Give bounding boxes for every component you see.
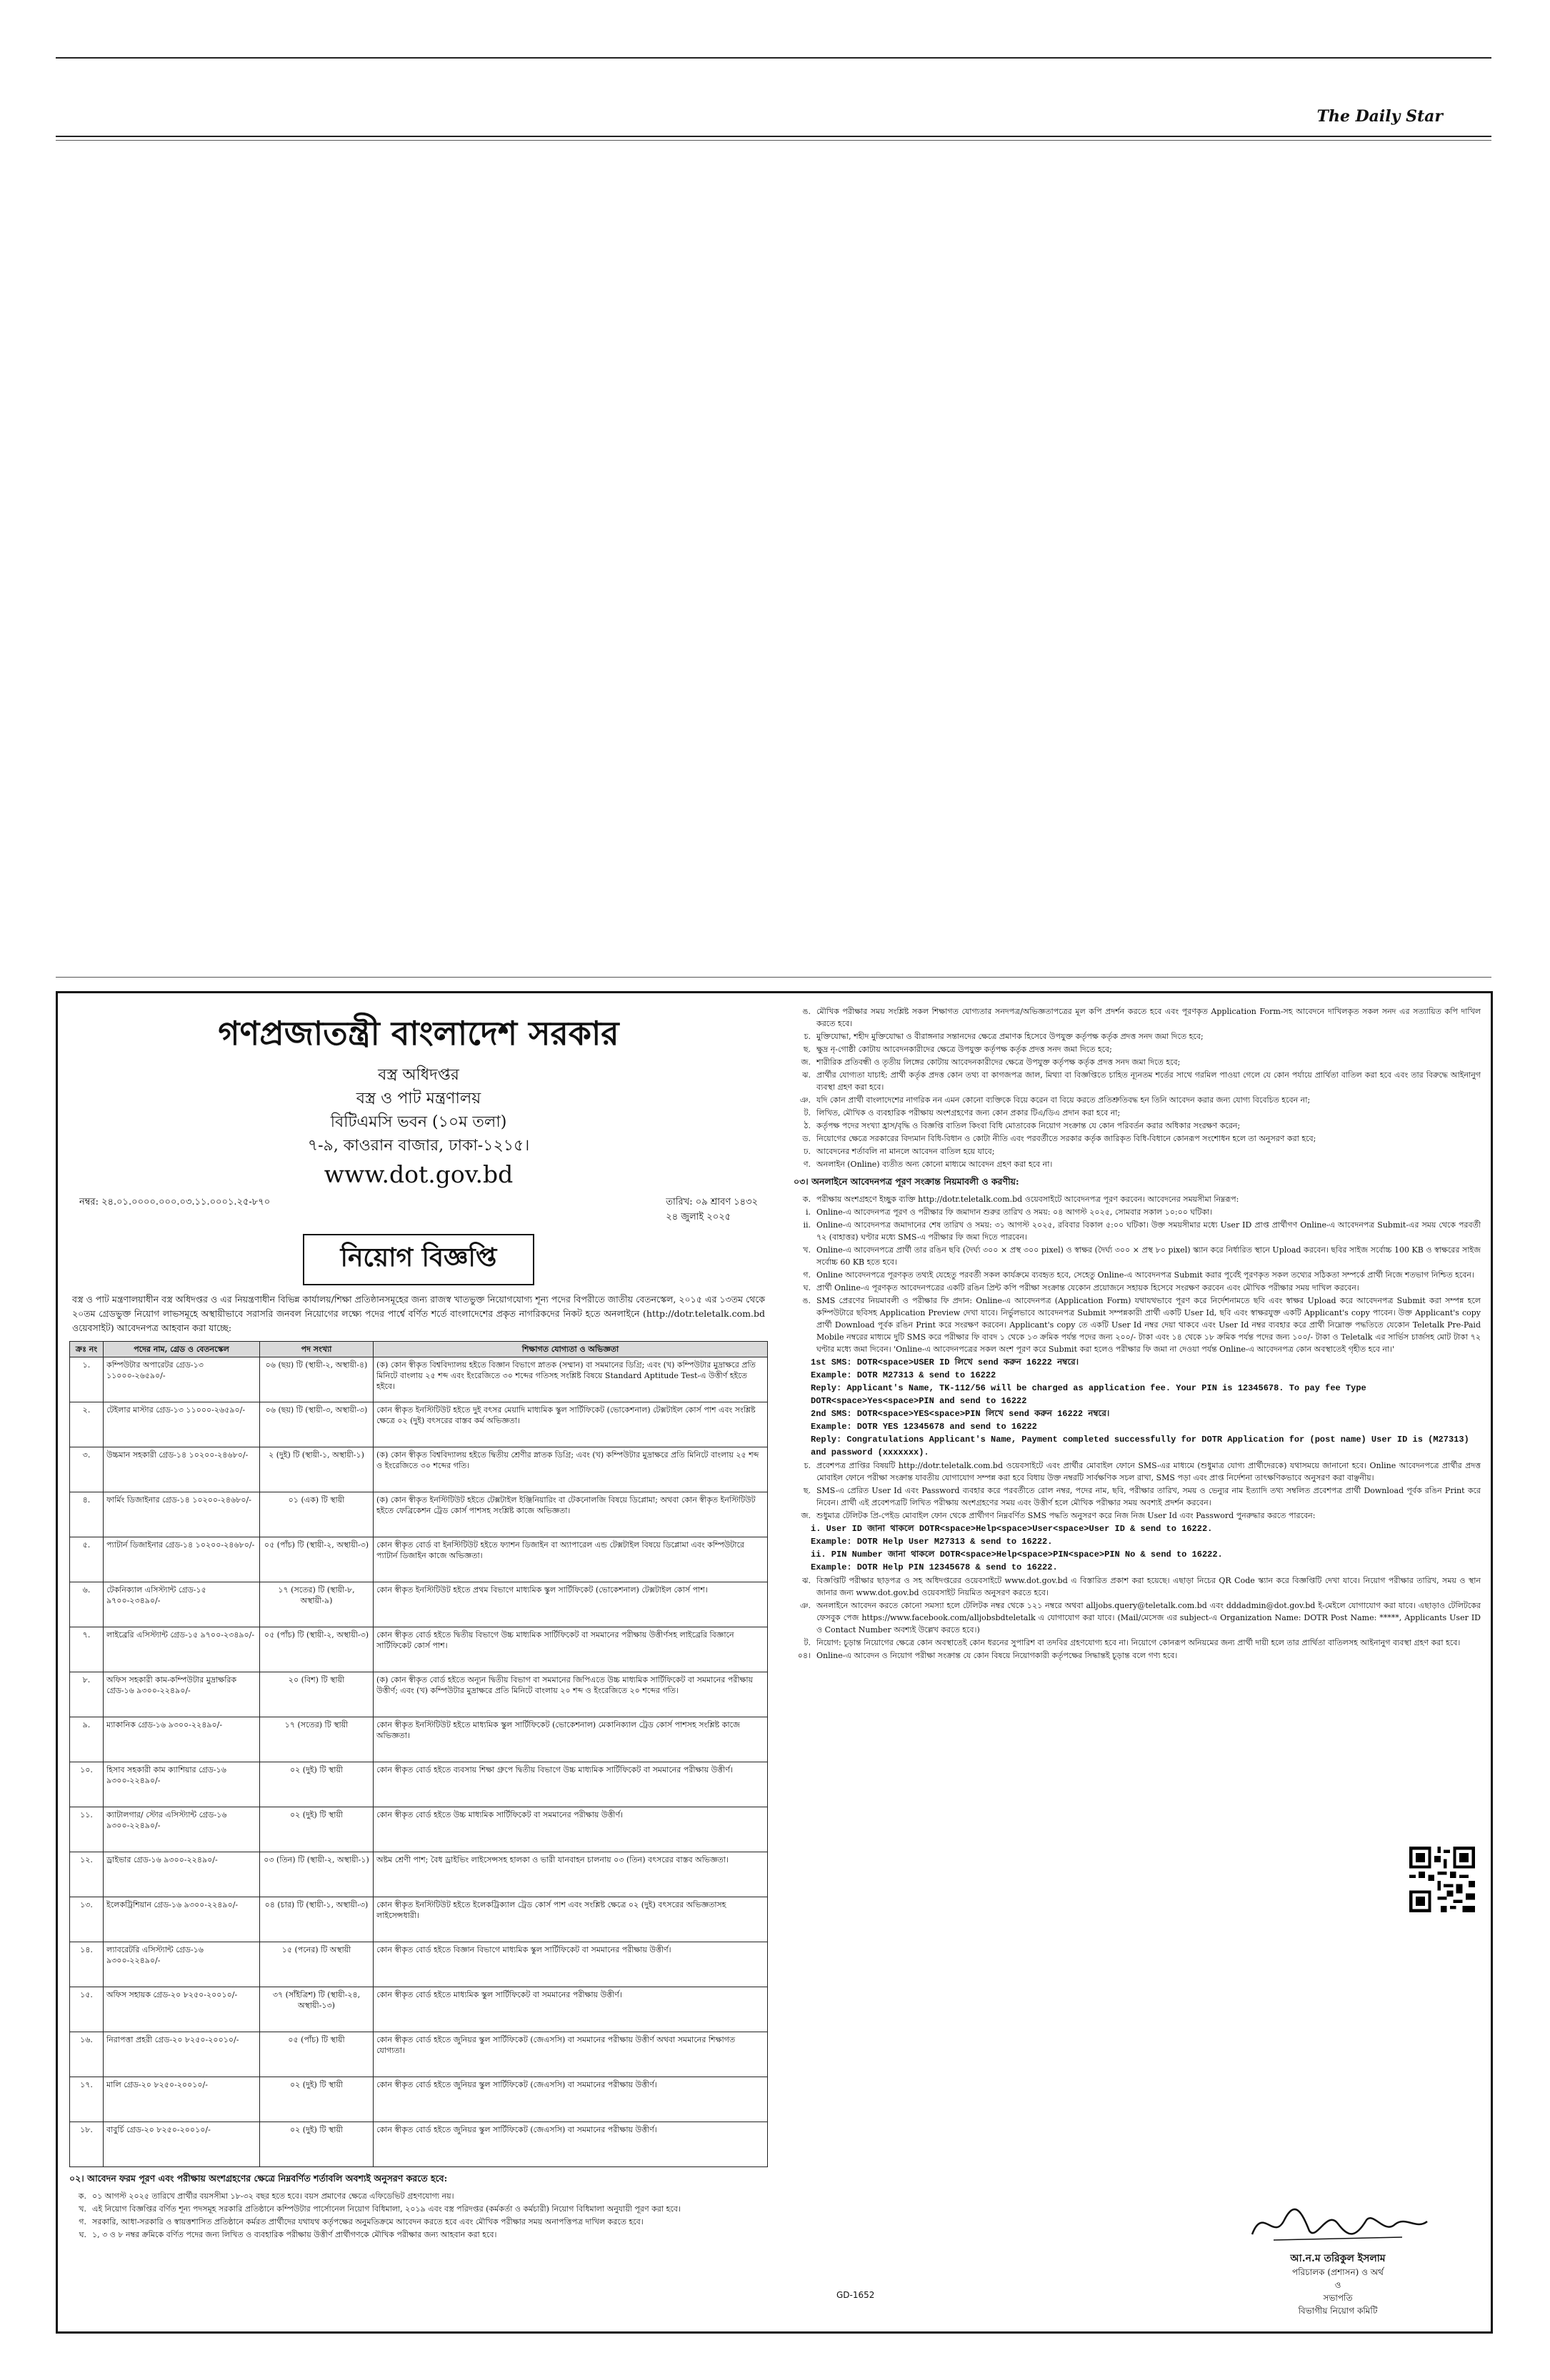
date-bangla: ০৯ শ্রাবণ ১৪৩২ [695,1197,758,1207]
table-row [70,1582,768,1627]
row-qualification: (ক) কোন স্বীকৃত ইনস্টিটিউট হইতে টেক্সটাইল ইঞ্জিনিয়ারিং বা টেকনোলজি বিষয়ে ডিপ্লোমা; অথবা কোন স্বীকৃত ইনস্টিটিউট হইতে ফেব্রিকেশন ট্রেড কোর্স পাশসহ সংশ্লিষ্ট কাজে অভিজ্ঞতা। [374,1492,768,1537]
clause-mark: ড. [802,1134,811,1143]
clause-text: ১, ৩ ও ৮ নম্বর ক্রমিকে বর্ণিত পদের জন্য লিখিত ও ব্যবহারিক পরীক্ষায় উত্তীর্ণ প্রার্থীগণকে মৌখিক পরীক্ষার জন্য আহবান করা হবে। [92,2230,497,2239]
clause-mark: ঘ. [803,1283,811,1292]
row-qualification: কোন স্বীকৃত বোর্ড হইতে জুনিয়র স্কুল সার্টিফিকেট (জেএসসি) বা সমমানের পরীক্ষায় উত্তীর্ণ। [374,2077,768,2122]
table-row [70,2122,768,2167]
clause-text: এই নিয়োগ বিজ্ঞপ্তির বর্ণিত শূন্য পদসমূহ সরকারি প্রতিষ্ঠানে কম্পিউটার পার্সোনেল নিয়োগ বিধিমালা, ২০১৯ এবং বস্ত্র পরিদপ্তর (কর্মকর্তা ও কর্মচারী) নিয়োগ বিধিমালা অনুযায়ী পূরণ করা হবে। [92,2204,681,2214]
signatory-committee: বিভাগীয় নিয়োগ কমিটি [1298,2306,1378,2316]
row-post-name: মালি গ্রেড-২০ ৮২৫০-২০০১০/- [104,2077,260,2122]
right-column [779,993,1495,2331]
row-serial: ৮. [70,1672,104,1717]
row-serial: ৯. [70,1717,104,1762]
building-name: বিটিএমসি ভবন (১০ম তলা) [330,1113,507,1131]
clause [794,1460,1481,1484]
clause [69,2216,768,2228]
header-post-count: পদ সংখ্যা [260,1342,374,1357]
row-qualification: কোন স্বীকৃত বোর্ড হইতে জুনিয়র স্কুল সার্টিফিকেট (জেএসসি) বা সমমানের পরীক্ষায় উত্তীর্ণ। [374,2122,768,2167]
clause [794,1206,1481,1218]
job-advertisement [56,991,1493,2334]
sms-first-example: Example: DOTR M27313 & send to 16222 [811,1370,996,1380]
clause [794,1107,1481,1119]
row-serial: ১১. [70,1807,104,1852]
row-serial: ১৫. [70,1987,104,2032]
clause-mark: ঞ. [799,1601,811,1610]
row-post-count: ১৭ (সতের) টি (স্থায়ী-৮, অস্থায়ী-৯) [260,1582,374,1627]
section-4 [794,1650,1481,1662]
signature-block [1224,2199,1452,2317]
row-post-count: ০৫ (পাঁচ) টি স্থায়ী [260,2032,374,2077]
clause [794,1295,1481,1355]
row-qualification: (ক) কোন স্বীকৃত বিশ্ববিদ্যালয় হইতে দ্বিতীয় শ্রেণীর স্নাতক ডিগ্রি; এবং (খ) কম্পিউটার মুদ্রাক্ষরে প্রতি মিনিটে বাংলায় ২৫ শব্দ ও ইংরেজিতে ৩০ শব্দের গতি। [374,1447,768,1492]
row-post-name: প্যাটার্ন ডিজাইনার গ্রেড-১৪ ১০২০০-২৪৬৮০/- [104,1537,260,1582]
row-post-count: ২ (দুই) টি (স্থায়ী-১, অস্থায়ী-১) [260,1447,374,1492]
clause-mark: জ. [801,1058,811,1067]
row-serial: ১৬. [70,2032,104,2077]
table-row [70,1492,768,1537]
clause-text: নিয়োগের ক্ষেত্রে সরকারের বিদ্যমান বিধি-বিধান ও কোটা নীতি এবং পরবর্তীতে সরকার কর্তৃক জারিকৃত বিধি-বিধানে কোনরূপ সংশোধন হলে তা অনুসরণ করা হবে; [816,1134,1316,1143]
row-qualification: অষ্টম শ্রেণী পাশ; বৈধ ড্রাইভিং লাইসেন্সসহ হালকা ও ভারী যানবাহন চালনায় ০৩ (তিন) বৎসরের বাস্তব অভিজ্ঞতা। [374,1852,768,1897]
clause-mark: ণ. [803,1160,811,1169]
sms-second: 2nd SMS: DOTR<space>YES<space>PIN লিখে send করুন 16222 নম্বরে। [811,1409,1110,1419]
row-serial: ১২. [70,1852,104,1897]
clause-text: প্রার্থী Online-এ পূরণকৃত আবেদনপত্রের একটি রঙিন প্রিন্ট কপি পরীক্ষা সংক্রান্ত যেকোন প্রয়োজনে সহায়ক হিসেবে সংরক্ষণ করবেন এবং মৌখিক পরীক্ষার সময় দাখিল করবেন। [816,1283,1359,1292]
row-serial: ১৪. [70,1942,104,1987]
clause [794,1094,1481,1106]
row-post-count: ১৭ (সতের) টি স্থায়ী [260,1717,374,1762]
ad-top-rule [56,977,1491,978]
clause-text: Online-এ আবেদনপত্র পূরণ ও পরীক্ষার ফি জমাদান শুরুর তারিখ ও সময়: ০৪ আগস্ট ২০২৫, সোমবার সকাল ১০:০০ ঘটিকা। [816,1207,1213,1217]
clause-text: অনলাইন (Online) ব্যতীত অন্য কোনো মাধ্যমে আবেদন গ্রহণ করা হবে না। [816,1160,1053,1169]
row-post-count: ০৩ (তিন) টি (স্থায়ী-২, অস্থায়ী-১) [260,1852,374,1897]
clause-mark: গ. [79,2217,86,2226]
table-row [70,2032,768,2077]
row-post-count: ৩৭ (সাঁইত্রিশ) টি (স্থায়ী-২৪, অস্থায়ী-১৩) [260,1987,374,2032]
clause-text: ক্ষুদ্র নৃ-গোষ্ঠী কোটায় আবেদনকারীদের ক্ষেত্রে উপযুক্ত কর্তৃপক্ষ কর্তৃক প্রদত্ত সনদ জমা দিতে হবে; [816,1045,1112,1054]
clause [794,1282,1481,1294]
row-post-name: টেইলার মাস্টার গ্রেড-১৩ ১১০০০-২৬৫৯০/- [104,1402,260,1447]
clause-mark: ছ. [803,1486,811,1495]
row-serial: ৪. [70,1492,104,1537]
clause-text: অনলাইনে আবেদন করতে কোনো সমস্যা হলে টেলিটক নম্বর থেকে ১২১ নম্বরে অথবা alljobs.query@teletalk.com.bd এবং dddadmin@dot.gov.bd ই-মেইলে যোগাযোগ করা যাবে। এছাড়াও টেলিটকের ফেসবুক পেজ https://www.facebook.com/alljobsbdteletalk এ যোগাযোগ করা যাবে। (Mail/মেসেজ এর subject-এ Organization Name: DOTR Post Name: *****, Applicants User ID ও Contact Number অবশ্যই উল্লেখ করতে হবে।) [816,1601,1481,1635]
row-post-name: টেকনিক্যাল এসিস্ট্যান্ট গ্রেড-১৫ ৯৭০০-২৩৪৯০/- [104,1582,260,1627]
row-post-count: ১৫ (পনের) টি অস্থায়ী [260,1942,374,1987]
clause [794,1600,1481,1636]
clause-text: প্রার্থীর যোগ্যতা যাচাই: প্রার্থী কর্তৃক প্রদত্ত কোন তথ্য বা কাগজপত্র জাল, মিথ্যা বা বিজ্ঞপ্তিতে চাহিত ন্যূনতম শর্তের সাথে গরমিল পাওয়া গেলে যে কোন পর্যায়ে প্রার্থিতা বাতিল করা হবে এবং তার বিরুদ্ধে আইনানুগ ব্যবস্থা গ্রহণ করা হবে। [816,1070,1481,1092]
row-qualification: কোন স্বীকৃত ইনস্টিটিউট হইতে প্রথম বিভাগে মাধ্যমিক স্কুল সার্টিফিকেট (ভোকেশনাল) টেক্সটাইল কোর্স পাশ। [374,1582,768,1627]
sms-first: 1st SMS: DOTR<space>USER ID লিখে send করুন 16222 নম্বরে। [811,1357,1079,1367]
signatory-designation: পরিচালক (প্রশাসন) ও অর্থ [1292,2267,1384,2277]
row-post-count: ২০ (বিশ) টি স্থায়ী [260,1672,374,1717]
clause-text: Online-এ আবেদন ও নিয়োগ পরীক্ষা সংক্রান্ত যে কোন বিষয়ে নিয়োগকারী কর্তৃপক্ষের সিদ্ধান্তই চূড়ান্ত বলে গণ্য হবে। [816,1651,1178,1660]
clause-text: Online-এ আবেদনপত্র জমাদানের শেষ তারিখ ও সময়: ৩১ আগস্ট ২০২৫, রবিবার বিকাল ৫:০০ ঘটিকা। উক্ত সময়সীমার মধ্যে User ID প্রাপ্ত প্রার্থীগণ Online-এ আবেদনপত্র Submit-এর সময় থেকে পরবর্তী ৭২ (বাহাত্তর) ঘণ্টার মধ্যে SMS-এ পরীক্ষার ফি জমা দিতে পারবেন। [816,1220,1481,1242]
row-serial: ১৮. [70,2122,104,2167]
clause-mark: ছ. [803,1045,811,1054]
clause-text: মৌখিক পরীক্ষার সময় সংশ্লিষ্ট সকল শিক্ষাগত যোগ্যতার সনদপত্র/অভিজ্ঞতাপত্রের মূল কপি প্রদর্শন করতে হবে এবং পূরণকৃত Application Form-সহ আবেদনে দাখিলকৃত সকল সনদ এর সত্যায়িত কপি দাখিল করতে হবে। [816,1007,1481,1028]
row-qualification: কোন স্বীকৃত ইনস্টিটিউট হইতে দুই বৎসর মেয়াদি মাধ্যমিক স্কুল সার্টিফিকেট (ভোকেশনাল) টেক্সটাইল কোর্স পাশ এবং সংশ্লিষ্ট ক্ষেত্রে ০২ (দুই) বৎসরের বাস্তব কর্ম অভিজ্ঞতা। [374,1402,768,1447]
signatory-role: সভাপতি [1323,2293,1353,2303]
office-website: www.dot.gov.bd [324,1160,514,1188]
clause [794,1485,1481,1509]
conditions-continued [794,1005,1481,1170]
row-qualification: কোন স্বীকৃত বোর্ড হইতে মাধ্যমিক স্কুল সার্টিফিকেট বা সমমানের পরীক্ষায় উত্তীর্ণ। [374,1987,768,2032]
table-row [70,1627,768,1672]
table-row [70,1402,768,1447]
recover-user-id: i. User ID জানা থাকলে DOTR<space>Help<space>User<space>User ID & send to 16222. [811,1524,1213,1534]
clause-mark: ঞ. [799,1095,811,1105]
posts-table [69,1341,768,2167]
row-serial: ৭. [70,1627,104,1672]
table-row [70,2077,768,2122]
intro-paragraph: বস্ত্র ও পাট মন্ত্রণালয়াধীন বস্ত্র অধিদপ্তর ও এর নিয়ন্ত্রণাধীন বিভিন্ন কার্যালয়/শিক্ষা প্রতিষ্ঠানসমূহের জন্য রাজস্ব খাতভুক্ত নিয়োগযোগ্য শূন্য পদের বিপরীতে জাতীয় বেতনস্কেল, ২০১৫ এর ১৩তম থেকে ২০তম গ্রেডভুক্ত নিয়োগ লাভসমূহে অস্থায়ীভাবে সরাসরি জনবল নিয়োগের লক্ষ্যে পদের পার্শ্বে বর্ণিত শর্তে বাংলাদেশের প্রকৃত নাগরিকদের নিকট হতে অনলাইনে (http://dotr.teletalk.com.bd ওয়েবসাইট) আবেদনপত্র আহবান করা যাচ্ছে: [72,1294,765,1333]
row-post-name: বাবুর্চি গ্রেড-২০ ৮২৫০-২০০১০/- [104,2122,260,2167]
clause-mark: ঙ. [802,1007,811,1016]
row-serial: ১৭. [70,2077,104,2122]
posts-table-body [70,1357,768,2167]
section-2-clauses [69,2190,768,2241]
row-post-name: ম্যাকানিক গ্রেড-১৬ ৯৩০০-২২৪৯০/- [104,1717,260,1762]
clause-mark: গ. [803,1270,811,1280]
clause-text: Online-এ আবেদনপত্রে প্রার্থী তার রঙিন ছবি (দৈর্ঘ্য ৩০০ × প্রস্থ ৩০০ pixel) ও স্বাক্ষর (দৈর্ঘ্য ৩০০ × প্রস্থ ৮০ pixel) স্ক্যান করে নির্ধারিত স্থানে Upload করবেন। ছবির সাইজ সর্বোচ্চ 100 KB ও স্বাক্ষরের সাইজ সর্বোচ্চ 60 KB হতে হবে। [816,1245,1481,1267]
clause [794,1043,1481,1055]
row-post-name: নিরাপত্তা প্রহরী গ্রেড-২০ ৮২৫০-২০০১০/- [104,2032,260,2077]
table-row [70,1807,768,1852]
clause [794,1145,1481,1158]
clause [794,1056,1481,1068]
table-row [70,1672,768,1717]
header-post-name: পদের নাম, গ্রেড ও বেতনস্কেল [104,1342,260,1357]
department-name: বস্ত্র অধিদপ্তর [378,1066,459,1084]
header-qualification: শিক্ষাগত যোগ্যতা ও অভিজ্ঞতা [374,1342,768,1357]
clause-text: SMS-এ প্রেরিত User Id এবং Password ব্যবহার করে পরবর্তীতে রোল নম্বর, পদের নাম, ছবি, পরীক্ষার তারিখ, সময় ও ভেন্যুর নাম ইত্যাদি তথ্য সম্বলিত প্রবেশপত্র প্রার্থী Download পূর্বক রঙিন Print করে নিবেন। প্রার্থী এই প্রবেশপত্রটি লিখিত পরীক্ষায় অংশগ্রহণের সময় এবং উত্তীর্ণ হলে মৌখিক পরীক্ষার সময় অবশ্যই প্রদর্শন করবেন। [816,1486,1481,1507]
clause [794,1269,1481,1281]
clause [794,1120,1481,1132]
clause-mark: ঢ. [804,1147,811,1156]
clause [794,1005,1481,1030]
clause-text: Online আবেদনপত্রে পূরণকৃত তথ্যই যেহেতু পরবর্তী সকল কার্যক্রমে ব্যবহৃত হবে, সেহেতু Online-এ আবেদনপত্র Submit করার পূর্বেই পূরণকৃত সকল তথ্যের সঠিকতা সম্পর্কে প্রার্থী নিজে শতভাগ নিশ্চিত হবেন। [816,1270,1474,1280]
clause-mark: ক. [802,1195,811,1204]
row-post-name: হিসাব সহকারী কাম ক্যাশিয়ার গ্রেড-১৬ ৯৩০০-২২৪৯০/- [104,1762,260,1807]
clause-mark: খ. [79,2204,86,2214]
clause-text: যদি কোন প্রার্থী বাংলাদেশের নাগরিক নন এমন কোনো ব্যক্তিকে বিয়ে করেন বা বিয়ে করতে প্রতিশ্রুতিবদ্ধ হন তিনি আবেদন করার জন্য যোগ্য বিবেচিত হবেন না; [816,1095,1311,1105]
row-post-name: অফিস সহকারী কাম-কম্পিউটার মুদ্রাক্ষরিক গ্রেড-১৬ ৯৩০০-২২৪৯০/- [104,1672,260,1717]
row-post-name: ইলেকট্রিশিয়ান গ্রেড-১৬ ৯৩০০-২২৪৯০/- [104,1897,260,1942]
ministry-name: বস্ত্র ও পাট মন্ত্রণালয় [356,1090,481,1108]
sms-first-reply: Reply: Applicant's Name, TK-112/56 will be charged as application fee. Your PIN is 12345678. To pay fee Type DOTR<space>Yes<space>PIN and send to 16222 [811,1383,1366,1406]
office-address: ৭-৯, কাওরান বাজার, ঢাকা-১২১৫। [307,1137,530,1155]
recover-pin-example: Example: DOTR Help PIN 12345678 & send to 16222. [811,1562,1058,1572]
clause-text: SMS প্রেরণের নিয়মাবলী ও পরীক্ষার ফি প্রদান: Online-এ আবেদনপত্র (Application Form) যথাযথভাবে পূরণ করে নির্দেশনামতে ছবি এবং স্বাক্ষর Upload করে আবেদনপত্র Submit করা সম্পন্ন হলে কম্পিউটারে ছবিসহ Application Preview দেখা যাবে। নির্ভুলভাবে আবেদনপত্র Submit সম্পন্নকারী প্রার্থী একটি User Id, ছবি এবং স্বাক্ষরযুক্ত একটি Applicant's copy পাবেন। উক্ত Applicant's copy প্রার্থী Download পূর্বক রঙিন Print করে সংরক্ষণ করবেন। Applicant's copy তে একটি User Id নম্বর দেয়া থাকবে এবং User Id নম্বর ব্যবহার করে প্রার্থী নিম্নোক্ত পদ্ধতিতে যেকোন Teletalk Pre-Paid Mobile নম্বরের মাধ্যমে দুটি SMS করে পরীক্ষার ফি বাবদ ১ থেকে ১৩ ক্রমিক পর্যন্ত পদের জন্য ২০০/- টাকা এবং ১৪ থেকে ১৮ ক্রমিক পর্যন্ত পদের জন্য ১০০/- টাকা ও Teletalk এর সার্ভিস চার্জসহ মোট টাকা ৭২ ঘণ্টার মধ্যে জমা দিবেন। 'Online-এ আবেদনপত্রের সকল অংশ পূরণ করে Submit করা হলেও পরীক্ষার ফি জমা না দেওয়া পর্যন্ত Online-এ আবেদনপত্র কোন অবস্থাতেই গৃহীত হবে না।' [816,1296,1481,1354]
clause-text: পরীক্ষায় অংশগ্রহণে ইচ্ছুক ব্যক্তি http://dotr.teletalk.com.bd ওয়েবসাইটে আবেদনপত্র পূরণ করবেন। আবেদনের সময়সীমা নিম্নরূপ: [816,1195,1239,1204]
clause-mark: i. [805,1207,811,1217]
row-post-count: ০২ (দুই) টি স্থায়ী [260,1762,374,1807]
row-serial: ৫. [70,1537,104,1582]
section-3-clauses-b [794,1460,1481,1522]
row-qualification: কোন স্বীকৃত বোর্ড হইতে উচ্চ মাধ্যমিক সার্টিফিকেট বা সমমানের পরীক্ষায় উত্তীর্ণ। [374,1807,768,1852]
row-serial: ২. [70,1402,104,1447]
clause-text: কর্তৃপক্ষ পদের সংখ্যা হ্রাস/বৃদ্ধি ও বিজ্ঞপ্তি বাতিল কিংবা বিধি মোতাবেক নিয়োগ সংক্রান্ত যে কোন পরিবর্তন করার অধিকার সংরক্ষণ করেন; [816,1121,1241,1130]
clause-text: শুধুমাত্র টেলিটক প্রি-পেইড মোবাইল ফোন থেকে প্রার্থীগণ নিম্নবর্ণিত SMS পদ্ধতি অনুসরণ করে নিজ নিজ User Id এবং Password পুনরুদ্ধার করতে পারবেন: [816,1511,1316,1520]
clause-mark: ঠ. [804,1121,811,1130]
row-post-name: কম্পিউটার অপারেটর গ্রেড-১৩ ১১০০০-২৬৫৯০/- [104,1357,260,1402]
section-3-clauses-a [794,1193,1481,1355]
clause-mark: ট. [804,1638,811,1647]
newspaper-masthead: The Daily Star [1316,107,1443,126]
left-column [58,993,779,2331]
clause-mark: জ. [801,1511,811,1520]
table-row [70,1447,768,1492]
table-header-row [70,1342,768,1357]
row-qualification: কোন স্বীকৃত বোর্ড হইতে বিজ্ঞান বিভাগে মাধ্যমিক স্কুল সার্টিফিকেট বা সমমানের পরীক্ষায় উত্তীর্ণ। [374,1942,768,1987]
clause [794,1069,1481,1093]
clause [794,1158,1481,1170]
notice-title: নিয়োগ বিজ্ঞপ্তি [303,1234,534,1285]
masthead-rule [56,136,1491,137]
clause-mark: চ. [804,1032,811,1041]
sms-second-reply: Reply: Congratulations Applicant's Name, Payment completed successfully for DOTR Application for (post name) User ID is (M27313) and password (xxxxxxx). [811,1435,1469,1457]
clause-text: প্রবেশপত্র প্রাপ্তির বিষয়টি http://dotr.teletalk.com.bd ওয়েবসাইটে এবং প্রার্থীর মোবাইল ফোনে SMS-এর মাধ্যমে (শুধুমাত্র যোগ্য প্রার্থীদেরকে) যথাসময়ে জানানো হবে। Online আবেদনপত্রে প্রার্থীর প্রদত্ত মোবাইল ফোনে পরীক্ষা সংক্রান্ত যাবতীয় যোগাযোগ সম্পন্ন করা হবে বিধায় উক্ত নম্বরটি সার্বক্ষণিক সচল রাখা, SMS পড়া এবং প্রাপ্ত নির্দেশনা তাৎক্ষণিকভাবে অনুসরণ করা বাঞ্ছনীয়। [816,1461,1481,1482]
section-3-clauses-c [794,1575,1481,1649]
row-post-count: ০৪ (চার) টি (স্থায়ী-১, অস্থায়ী-৩) [260,1897,374,1942]
signatory-name: আ.ন.ম তরিকুল ইসলাম [1290,2253,1386,2264]
clause-mark: ঙ. [802,1296,811,1305]
row-post-count: ০১ (এক) টি স্থায়ী [260,1492,374,1537]
row-post-name: ক্যাটালগার/ স্টোর এসিস্ট্যান্ট গ্রেড-১৬ ৯৩০০-২২৪৯০/- [104,1807,260,1852]
date-label: তারিখ: [666,1197,693,1207]
row-qualification: কোন স্বীকৃত ইনস্টিটিউট হইতে ইলেকট্রিক্যাল ট্রেড কোর্স পাশ এবং সংশ্লিষ্ট ক্ষেত্রে ০২ (দুই) বৎসরের অভিজ্ঞতাসহ লাইসেন্সধারী। [374,1897,768,1942]
clause [794,1637,1481,1649]
row-qualification: কোন স্বীকৃত বোর্ড হইতে ব্যবসায় শিক্ষা গ্রুপে দ্বিতীয় বিভাগে উচ্চ মাধ্যমিক সার্টিফিকেট বা সমমানের পরীক্ষায় উত্তীর্ণ। [374,1762,768,1807]
row-post-count: ০৫ (পাঁচ) টি (স্থায়ী-২, অস্থায়ী-৩) [260,1627,374,1672]
row-qualification: (ক) কোন স্বীকৃত বোর্ড হইতে অন্যূন দ্বিতীয় বিভাগ বা সমমানের জিপিএতে উচ্চ মাধ্যমিক সার্টিফিকেট বা সমমানের পরীক্ষায় উত্তীর্ণ; এবং (খ) কম্পিউটার মুদ্রাক্ষরে প্রতি মিনিটে বাংলায় ২০ শব্দ ও ইংরেজিতে ২০ শব্দের গতি। [374,1672,768,1717]
row-post-count: ০৬ (ছয়) টি (স্থায়ী-৩, অস্থায়ী-৩) [260,1402,374,1447]
reference-row [79,1195,758,1225]
row-post-count: ০২ (দুই) টি স্থায়ী [260,2077,374,2122]
row-post-name: ড্রাইভার গ্রেড-১৬ ৯৩০০-২২৪৯০/- [104,1852,260,1897]
clause-text: শারীরিক প্রতিবন্ধী ও তৃতীয় লিঙ্গের কোটায় আবেদনকারীদের ক্ষেত্রে উপযুক্ত কর্তৃপক্ষ কর্তৃক প্রদত্ত সনদ জমা দিতে হবে; [816,1058,1181,1067]
clause-mark: চ. [804,1461,811,1470]
row-qualification: কোন স্বীকৃত বোর্ড হইতে দ্বিতীয় বিভাগে উচ্চ মাধ্যমিক সার্টিফিকেট বা সমমানের পরীক্ষায় উত্তীর্ণসহ লাইব্রেরি বিজ্ঞানে সার্টিফিকেট কোর্স পাশ। [374,1627,768,1672]
memo-number: নম্বর: ২৪.০১.০০০০.০০০.০৩.১১.০০০১.২৫-৮৭০ [79,1197,271,1207]
row-qualification: কোন স্বীকৃত বোর্ড হইতে জুনিয়র স্কুল সার্টিফিকেট (জেএসসি) বা সমমানের পরীক্ষায় উত্তীর্ণ অথবা সমমানের শিক্ষাগত যোগ্যতা। [374,2032,768,2077]
table-row [70,1717,768,1762]
row-serial: ১. [70,1357,104,1402]
table-row [70,1987,768,2032]
row-post-count: ০৫ (পাঁচ) টি (স্থায়ী-২, অস্থায়ী-৩) [260,1537,374,1582]
row-qualification: কোন স্বীকৃত বোর্ড বা ইনস্টিটিউট হইতে ফ্যাশন ডিজাইন বা অ্যাপারেল এন্ড টেক্সটাইল বিষয়ে ডিপ্লোমা এবং কম্পিউটারে প্যাটার্ন ডিজাইন কাজে অভিজ্ঞতা। [374,1537,768,1582]
table-row [70,1762,768,1807]
clause-text: লিখিত, মৌখিক ও ব্যবহারিক পরীক্ষায় অংশগ্রহণের জন্য কোন প্রকার টিএ/ডিএ প্রদান করা হবে না; [816,1108,1121,1118]
clause [794,1244,1481,1268]
row-qualification: কোন স্বীকৃত ইনস্টিটিউট হইতে মাধ্যমিক স্কুল সার্টিফিকেট (ভোকেশনাল) মেকানিক্যাল ট্রেড কোর্স পাশসহ সংশ্লিষ্ট কাজে অভিজ্ঞতা। [374,1717,768,1762]
sms-second-example: Example: DOTR YES 12345678 and send to 16222 [811,1422,1037,1432]
clause-mark: ঘ. [79,2230,86,2239]
row-serial: ৩. [70,1447,104,1492]
row-post-name: অফিস সহায়ক গ্রেড-২০ ৮২৫০-২০০১০/- [104,1987,260,2032]
row-serial: ৬. [70,1582,104,1627]
clause-mark: ট. [804,1108,811,1118]
row-post-name: উচ্চমান সহকারী গ্রেড-১৪ ১০২০০-২৪৬৮০/- [104,1447,260,1492]
clause-text: ০১ আগস্ট ২০২৫ তারিখে প্রার্থীর বয়সসীমা ১৮-৩২ বছর হতে হবে। বয়স প্রমাণের ক্ষেত্রে এফিডেভিট গ্রহণযোগ্য নয়। [92,2191,454,2201]
clause-mark: ক. [78,2191,86,2201]
clause-mark: খ. [803,1245,811,1255]
clause-text: নিয়োগ: চূড়ান্ত নিয়োগের ক্ষেত্রে কোন অবস্থাতেই কোন ধরনের সুপারিশ বা তদবির গ্রহণযোগ্য হবে না। নিয়োগে কোনরূপ অনিয়মের জন্য প্রার্থী দায়ী হলে তার প্রার্থিতা বাতিলসহ আইনানুগ ব্যবস্থা গ্রহণ করা হবে। [816,1638,1461,1647]
clause [794,1133,1481,1145]
clause [794,1575,1481,1599]
clause [794,1030,1481,1043]
table-row [70,1897,768,1942]
date-english: ২৪ জুলাই ২০২৫ [666,1212,731,1222]
row-serial: ১০. [70,1762,104,1807]
clause-mark: ০৪। [797,1651,811,1660]
clause-text: সরকারি, আধা-সরকারি ও স্বায়ত্তশাসিত প্রতিষ্ঠানে কর্মরত প্রার্থীদের যথাযথ কর্তৃপক্ষের অনুমতিক্রমে আবেদন করতে হবে এবং মৌখিক পরীক্ষার সময় অনাপত্তিপত্র দাখিল করতে হবে। [92,2217,644,2226]
recover-user-id-example: Example: DOTR Help User M27313 & send to 16222. [811,1537,1053,1547]
row-serial: ১৩. [70,1897,104,1942]
row-qualification: (ক) কোন স্বীকৃত বিশ্ববিদ্যালয় হইতে বিজ্ঞান বিভাগে স্নাতক (সম্মান) বা সমমানের ডিগ্রি; এবং (খ) কম্পিউটার মুদ্রাক্ষরে প্রতি মিনিটে বাংলায় ২৫ শব্দ এবং ইংরেজিতে ৩০ শব্দের গতিসহ সংশ্লিষ্ট বিষয়ে Standard Aptitude Test-এ উত্তীর্ণ হইতে হইবে। [374,1357,768,1402]
clause-mark: ঝ. [802,1070,811,1080]
table-row [70,1852,768,1897]
clause [69,2203,768,2215]
row-post-name: ল্যাবরেটরি এসিস্ট্যান্ট গ্রেড-১৬ ৯৩০০-২২৪৯০/- [104,1942,260,1987]
top-border [56,57,1491,59]
clause [794,1219,1481,1243]
row-post-count: ০২ (দুই) টি স্থায়ী [260,1807,374,1852]
table-row [70,1942,768,1987]
signatory-and: ও [1334,2280,1341,2290]
clause [69,2190,768,2202]
government-title: গণপ্রজাতন্ত্রী বাংলাদেশ সরকার [218,1014,619,1053]
clause-mark: ঝ. [802,1576,811,1585]
row-post-count: ০৬ (ছয়) টি (স্থায়ী-২, অস্থায়ী-৪) [260,1357,374,1402]
section-3-title: ০৩। অনলাইনে আবেদনপত্র পূরণ সংক্রান্ত নিয়মাবলী ও করণীয়: [794,1176,1019,1187]
table-row [70,1357,768,1402]
gd-number: GD-1652 [836,2290,875,2300]
recover-pin: ii. PIN Number জানা থাকলে DOTR<space>Help<space>PIN<space>PIN No & send to 16222. [811,1550,1223,1560]
masthead-rule-thin [56,140,1491,141]
clause-text: আবেদনের শর্তাবলি না মানলে আবেদন বাতিল হয়ে যাবে; [816,1147,995,1156]
row-post-name: ফার্মিং ডিজাইনার গ্রেড-১৪ ১০২০০-২৪৬৮০/- [104,1492,260,1537]
signature-icon [1231,2199,1445,2249]
row-post-count: ০২ (দুই) টি স্থায়ী [260,2122,374,2167]
qr-code-icon [1409,1847,1475,1912]
clause-mark: ii. [803,1220,811,1230]
row-post-name: লাইব্রেরি এসিস্ট্যান্ট গ্রেড-১৫ ৯৭০০-২৩৪৯০/- [104,1627,260,1672]
table-row [70,1537,768,1582]
clause-text: বিজ্ঞপ্তিটি পরীক্ষার ছাড়পত্র ও সহ অধিদপ্তরের ওয়েবসাইটে www.dot.gov.bd এ বিস্তারিত প্রকাশ করা হয়েছে। এছাড়া নিচের QR Code স্ক্যান করে বিজ্ঞপ্তিটি দেখা যাবে। নিয়োগ পরীক্ষার তারিখ, সময় ও স্থান জানার জন্য www.dot.gov.bd ওয়েবসাইট নিয়মিত অনুসরণ করতে হবে। [816,1576,1481,1597]
clause [794,1193,1481,1205]
clause-text: মুক্তিযোদ্ধা, শহীদ মুক্তিযোদ্ধা ও বীরাঙ্গনার সন্তানদের ক্ষেত্রে প্রমাণক হিসেবে উপযুক্ত কর্তৃপক্ষ কর্তৃক প্রদত্ত সনদ জমা দিতে হবে; [816,1032,1204,1041]
header-serial: ক্রঃ নং [70,1342,104,1357]
clause [794,1510,1481,1522]
section-2-title: ০২। আবেদন ফরম পূরণ এবং পরীক্ষায় অংশগ্রহণের ক্ষেত্রে নিম্নবর্ণিত শর্তাবলি অবশ্যই অনুসরণ করতে হবে: [69,2173,448,2184]
notice-date [666,1195,758,1225]
clause [69,2229,768,2241]
